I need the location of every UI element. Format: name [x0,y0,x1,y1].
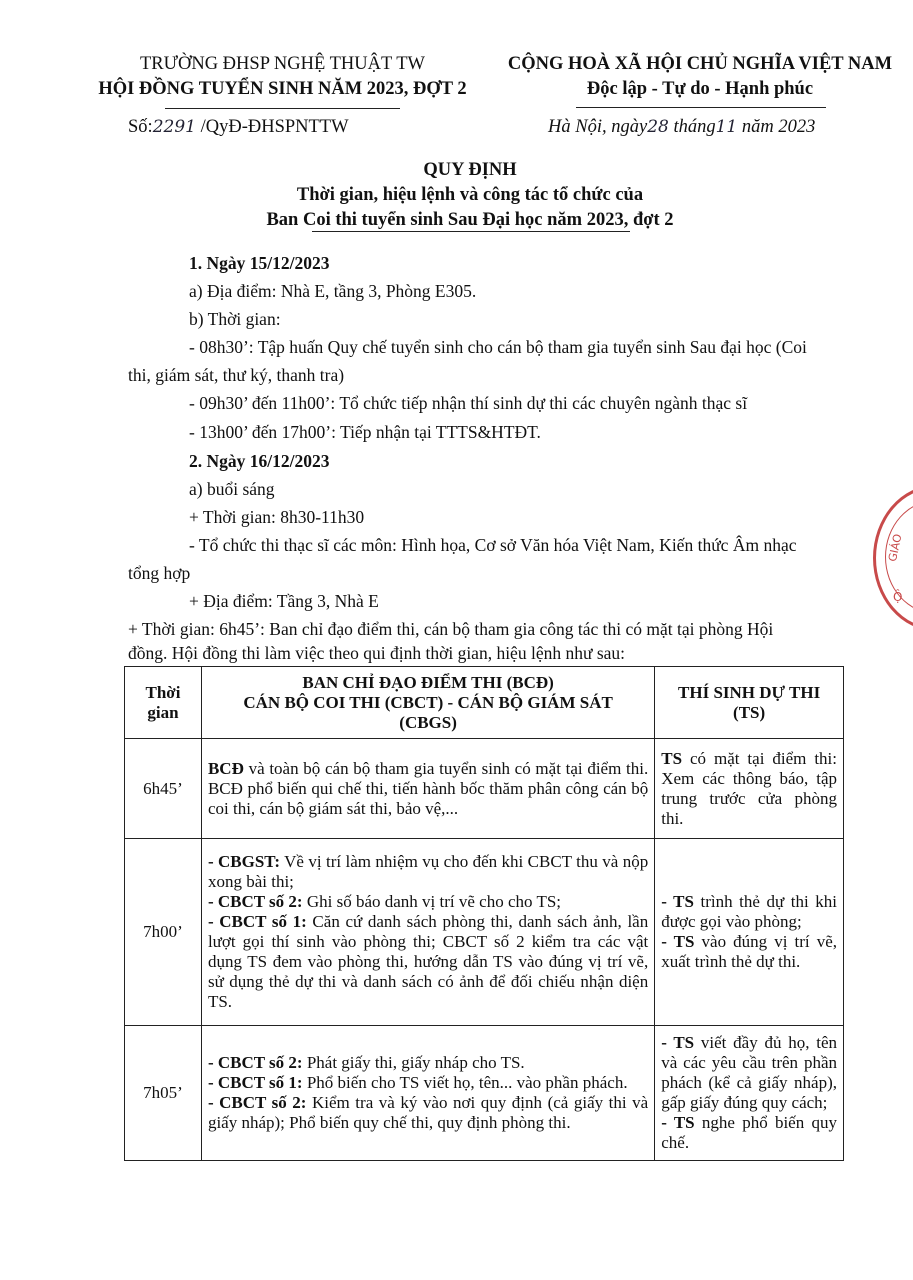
staff-duty-text: Về vị trí làm nhiệm vụ cho đến khi CBCT thu và nộp xong bài thi; [207,852,649,891]
section-1-item-2: - 09h30’ đến 11h00’: Tổ chức tiếp nhận thí sinh dự thi các chuyên ngành thạc sĩ [189,393,748,413]
header-candidate [655,667,844,739]
header-staff-line-2: CÁN BỘ COI THI (CBCT) - CÁN BỘ GIÁM SÁT [243,692,613,712]
section-2-morning: a) buổi sáng [189,479,275,499]
section-1-time-label: b) Thời gian: [189,309,281,329]
section-2-time: + Thời gian: 8h30-11h30 [189,507,365,527]
candidate-duty-item [661,932,837,972]
section-2-time-2-cont: đồng. Hội đồng thi làm việc theo qui định thời gian, hiệu lệnh như sau: [128,643,626,663]
title-line-2: Thời gian, hiệu lệnh và công tác tổ chức của [296,185,644,205]
section-1-location: a) Địa điểm: Nhà E, tầng 3, Phòng E305. [189,281,477,301]
staff-duty-text: Phát giấy thi, giấy nháp cho TS. [302,1053,525,1072]
staff-duty-item [208,1093,648,1133]
row-time: 6h45’ [125,739,202,839]
staff-duty-role: - CBCT số 2: [207,1093,307,1112]
document-number [128,117,349,138]
candidate-duty-role: - TS [661,1033,695,1052]
staff-duty-text: Căn cứ danh sách phòng thi, danh sách ảnh, lần lượt gọi thí sinh vào phòng thi; CBCT số 2 kiểm tra các vật dụng TS đem vào phòng thi, hướng dẫn TS vào đúng vị trí vẽ, sử dụng thẻ dự thi và danh sách có ảnh để đối chiếu nhận diện TS. [207,912,649,1011]
title-line-1: QUY ĐỊNH [423,160,517,180]
candidate-duty-text: viết đầy đủ họ, tên và các yêu cầu trên phần phách (kể cả giấy nháp), gấp giấy đúng quy cách; [661,1033,837,1112]
table-row [125,1026,844,1161]
staff-duty-item [208,892,648,912]
number-label: Số: [128,117,153,137]
country-name: CỘNG HOÀ XÃ HỘI CHỦ NGHĨA VIỆT NAM [507,54,893,74]
row-staff-duties [201,1026,654,1161]
staff-duty-item [208,759,648,819]
handwritten-number: 2291 [152,117,196,137]
candidate-duty-role: TS [661,748,683,768]
month-label: tháng [673,117,716,137]
table-row [125,739,844,839]
seal-text: GIÁO [886,532,905,563]
section-2-heading: 2. Ngày 16/12/2023 [189,451,330,471]
document-title [150,158,790,233]
candidate-duty-item [661,892,837,932]
table-row [125,839,844,1026]
date-year: năm 2023 [741,117,816,137]
seal-glyph: Ộ [893,590,903,604]
section-1-item-3: - 13h00’ đến 17h00’: Tiếp nhận tại TTTS&HTĐT. [189,422,541,442]
row-staff-duties [201,839,654,1026]
header-candidate-line-2: (TS) [733,702,766,722]
table-header-row [125,667,844,739]
motto: Độc lập - Tự do - Hạnh phúc [586,79,814,99]
staff-duty-text: Ghi số báo danh vị trí vẽ cho cho TS; [302,892,562,911]
date-place: Hà Nội, ngày [548,117,648,137]
header-staff-line-3: (CBGS) [399,712,457,732]
staff-duty-item [208,912,648,1012]
candidate-duty-item [661,1113,837,1153]
school-name: TRƯỜNG ĐHSP NGHỆ THUẬT TW [139,54,425,74]
staff-duty-role: - CBCT số 2: [207,1053,303,1072]
section-2-location: + Địa điểm: Tầng 3, Nhà E [189,591,379,611]
document-date [548,117,815,138]
number-suffix: /QyĐ-ĐHSPNTTW [200,117,349,137]
staff-duty-text: Kiểm tra và ký vào nơi quy định (cả giấy thi và giấy nháp); Phổ biến quy chế thi, quy định phòng thi. [207,1093,649,1132]
section-1-item-1: - 08h30’: Tập huấn Quy chế tuyển sinh cho cán bộ tham gia tuyển sinh Sau đại học (Coi [189,337,807,357]
header-staff [201,667,654,739]
staff-duty-role: - CBCT số 1: [207,912,307,931]
section-1-item-1-cont: thi, giám sát, thư ký, thanh tra) [128,365,345,385]
staff-duty-item [208,1053,648,1073]
candidate-duty-text: trình thẻ dự thi khi được gọi vào phòng; [661,892,837,931]
candidate-duty-text: có mặt tại điểm thi: Xem các thông báo, tập trung trước cửa phòng thi. [661,748,837,828]
section-1-heading: 1. Ngày 15/12/2023 [189,253,330,273]
header-time: Thời gian [125,667,202,739]
issuing-organization [60,52,505,102]
candidate-duty-role: - TS [661,932,695,951]
row-staff-duties [201,739,654,839]
row-candidate-duties [655,739,844,839]
row-candidate-duties [655,1026,844,1161]
candidate-duty-text: vào đúng vị trí vẽ, xuất trình thẻ dự thi. [661,932,838,971]
council-name: HỘI ĐỒNG TUYỂN SINH NĂM 2023, ĐỢT 2 [98,79,467,99]
staff-duty-role: BCĐ [207,758,244,778]
council-underline [165,108,400,109]
handwritten-day: 28 [647,117,669,137]
title-underline [312,231,630,232]
title-line-3: Ban Coi thi tuyển sinh Sau Đại học năm 2023, đợt 2 [266,210,674,230]
staff-duty-text: và toàn bộ cán bộ tham gia tuyển sinh có mặt tại điểm thi. BCĐ phổ biến qui chế thi, tiến hành bốc thăm phân công cán bộ coi thi, cán bộ giám sát thi, bảo vệ,... [207,758,649,818]
staff-duty-item [208,852,648,892]
row-time: 7h05’ [125,1026,202,1161]
handwritten-month: 11 [715,117,738,137]
header-candidate-line-1: THÍ SINH DỰ THI [678,682,821,702]
candidate-duty-item [661,749,837,829]
candidate-duty-item [661,1033,837,1113]
row-time: 7h00’ [125,839,202,1026]
national-motto [490,52,910,102]
section-2-time-2: + Thời gian: 6h45’: Ban chỉ đạo điểm thi, cán bộ tham gia công tác thi có mặt tại phòng Hội [128,619,774,639]
staff-duty-role: - CBCT số 2: [207,892,303,911]
staff-duty-role: - CBCT số 1: [207,1073,303,1092]
header-staff-line-1: BAN CHỈ ĐẠO ĐIỂM THI (BCĐ) [302,672,554,692]
schedule-body [125,739,844,1161]
section-2-subjects: - Tổ chức thi thạc sĩ các môn: Hình họa, Cơ sở Văn hóa Việt Nam, Kiến thức Âm nhạc [189,535,797,555]
schedule-table [124,666,844,1161]
candidate-duty-text: nghe phổ biến quy chế. [661,1113,837,1152]
candidate-duty-role: - TS [661,1113,695,1132]
motto-underline [576,107,826,108]
staff-duty-text: Phổ biến cho TS viết họ, tên... vào phần phách. [302,1073,628,1092]
candidate-duty-role: - TS [661,892,694,911]
row-candidate-duties [655,839,844,1026]
staff-duty-role: - CBGST: [207,852,281,871]
section-2-subjects-cont: tổng hợp [128,563,191,583]
staff-duty-item [208,1073,648,1093]
